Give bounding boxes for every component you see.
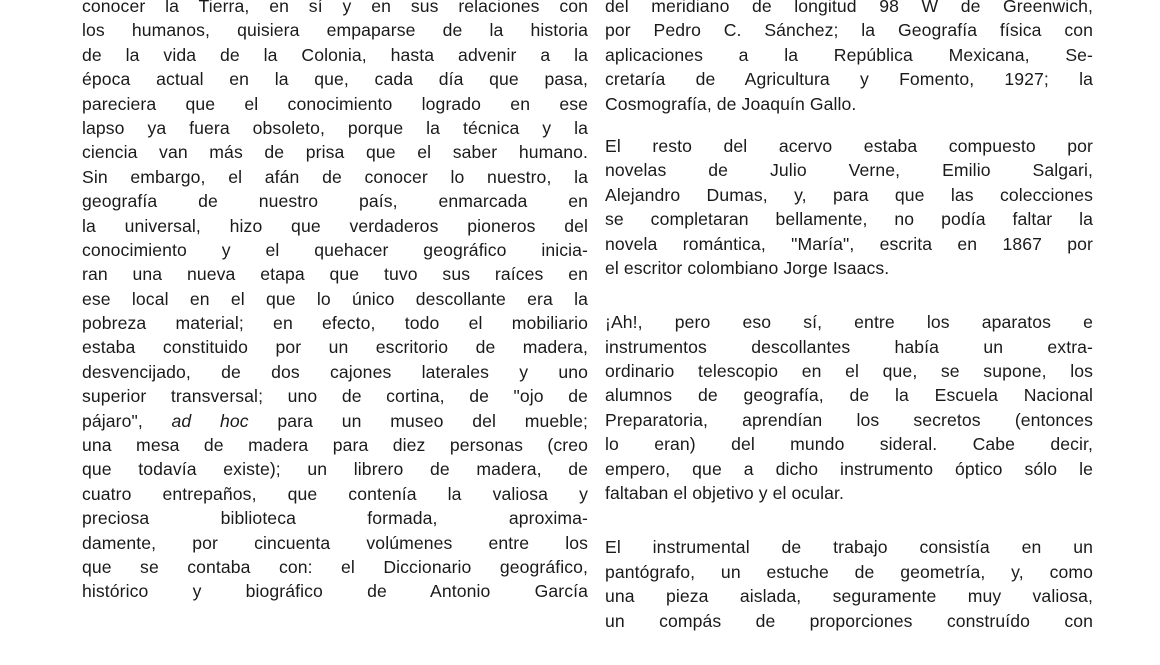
text-line: el escritor colombiano Jorge Isaacs.	[605, 257, 890, 278]
paragraph-spacer	[605, 116, 1093, 134]
text-line: desvencijado, de dos cajones laterales y uno	[82, 361, 588, 382]
text-line: del meridiano de longitud 98 W de Greenwich,	[605, 0, 1093, 16]
text-line: novela romántica, "María", escrita en 1867 por	[605, 233, 1093, 254]
text-line: El instrumental de trabajo consistía en un	[605, 537, 1093, 558]
text-line: Alejandro Dumas, y, para que las colecciones	[605, 184, 1093, 205]
text-line: cuatro entrepaños, que contenía la valiosa y	[82, 483, 588, 504]
text-line: ese local en el que lo único descollante era la	[82, 288, 588, 309]
text-line: damente, por cincuenta volúmenes entre los	[82, 532, 588, 553]
text-line: ¡Ah!, pero eso sí, entre los aparatos e	[605, 312, 1093, 333]
text-line: instrumentos descollantes había un extra-	[605, 336, 1093, 357]
text-line: aplicaciones a la República Mexicana, Se-	[605, 44, 1093, 65]
paragraph-references	[605, 0, 1093, 116]
text-line: alumnos de geografía, de la Escuela Nacional	[605, 385, 1093, 406]
text-line: pareciera que el conocimiento logrado en ese	[82, 93, 588, 114]
right-text-column	[605, 0, 1093, 633]
text-line: estaba constituido por un escritorio de madera,	[82, 337, 588, 358]
text-line: se completaran bellamente, no podía faltar la	[605, 209, 1093, 230]
text-line: conocer la Tierra, en sí y en sus relaciones con	[82, 0, 588, 16]
text-line: faltaban el objetivo y el ocular.	[605, 483, 845, 504]
text-line: superior transversal; uno de cortina, de "ojo de	[82, 386, 588, 407]
italic-text-run: ad hoc	[171, 410, 249, 431]
text-line: conocimiento y el quehacer geográfico inicia-	[82, 239, 588, 260]
text-line: ordinario telescopio en el que, se supone, los	[605, 361, 1093, 382]
text-line: época actual en la que, cada día que pasa,	[82, 69, 588, 90]
text-line: novelas de Julio Verne, Emilio Salgari,	[605, 160, 1093, 181]
paragraph-telescope	[605, 310, 1093, 505]
text-line: El resto del acervo estaba compuesto por	[605, 135, 1093, 156]
paragraph-spacer	[605, 280, 1093, 310]
paragraph-spacer	[605, 505, 1093, 535]
text-line: pantógrafo, un estuche de geometría, y, como	[605, 561, 1093, 582]
text-line: lo eran) del mundo sideral. Cabe decir,	[605, 434, 1093, 455]
text-line: que se contaba con: el Diccionario geográfico,	[82, 556, 588, 577]
text-line-italic-mix	[82, 409, 588, 433]
text-line: preciosa biblioteca formada, aproxima-	[82, 508, 588, 529]
left-text-column	[82, 0, 588, 604]
text-line: la universal, hizo que verdaderos pioneros del	[82, 215, 588, 236]
text-line: por Pedro C. Sánchez; la Geografía física con	[605, 20, 1093, 41]
text-line: ran una nueva etapa que tuvo sus raíces en	[82, 264, 588, 285]
text-line: de la vida de la Colonia, hasta advenir a la	[82, 44, 588, 65]
paragraph-collection	[605, 134, 1093, 280]
text-run: pájaro",	[82, 410, 172, 431]
text-line: Sin embargo, el afán de conocer lo nuestro, la	[82, 166, 588, 187]
text-line: lapso ya fuera obsoleto, porque la técnica y la	[82, 117, 588, 138]
paragraph-instruments	[605, 535, 1093, 633]
text-run: para un museo del mueble;	[248, 410, 588, 431]
text-line: una mesa de madera para diez personas (creo	[82, 435, 588, 456]
text-line: empero, que a dicho instrumento óptico sólo le	[605, 458, 1093, 479]
text-line: que todavía existe); un librero de madera, de	[82, 459, 588, 480]
text-line: geografía de nuestro país, enmarcada en	[82, 191, 588, 212]
text-line: los humanos, quisiera empaparse de la historia	[82, 20, 588, 41]
text-line: pobreza material; en efecto, todo el mobiliario	[82, 313, 588, 334]
text-line: un compás de proporciones construído con	[605, 610, 1093, 631]
text-line: una pieza aislada, seguramente muy valiosa,	[605, 586, 1093, 607]
text-line: Cosmografía, de Joaquín Gallo.	[605, 93, 857, 114]
text-line: ciencia van más de prisa que el saber humano.	[82, 142, 588, 163]
text-line: histórico y biográfico de Antonio García	[82, 581, 588, 602]
text-line: cretaría de Agricultura y Fomento, 1927; la	[605, 69, 1093, 90]
text-line: Preparatoria, aprendían los secretos (entonces	[605, 409, 1093, 430]
